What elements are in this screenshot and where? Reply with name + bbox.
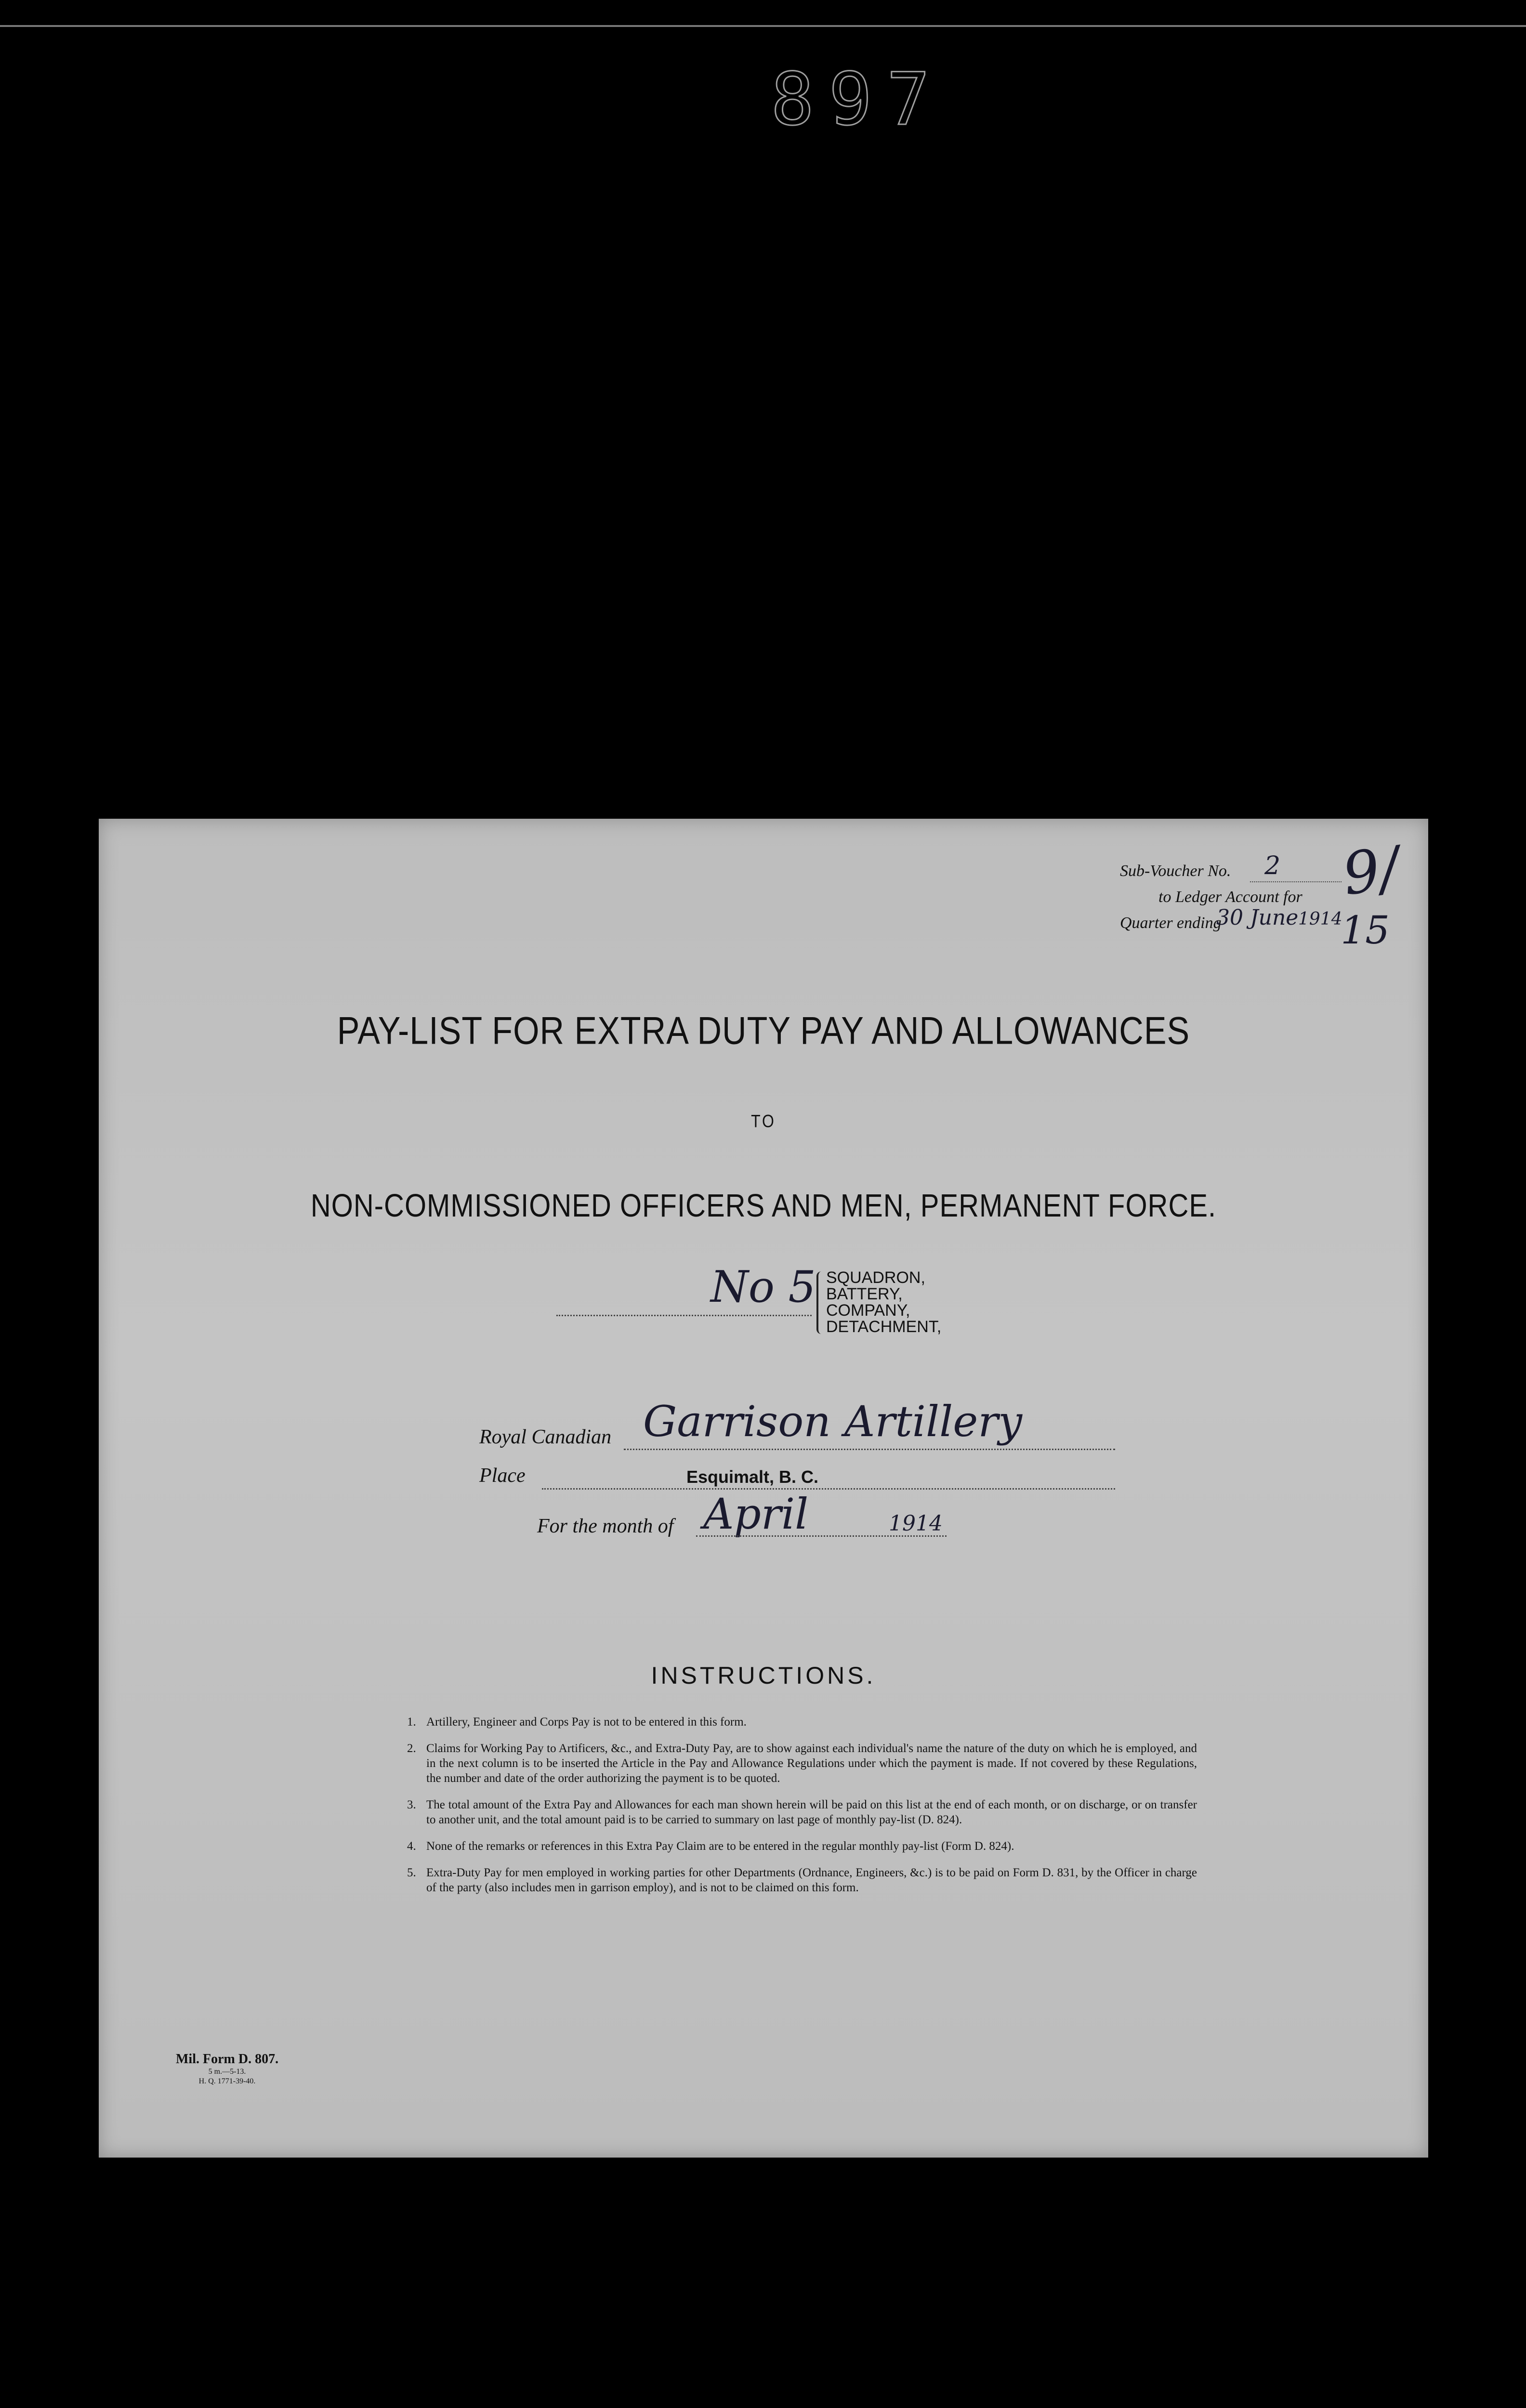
pay-list-form	[99, 819, 1428, 2158]
instructions-list	[407, 1714, 1197, 1907]
unit-field	[556, 1262, 990, 1344]
subtitle: NON-COMMISSIONED OFFICERS AND MEN, PERMANENT FORCE.	[310, 1188, 1217, 1224]
mil-form-reference	[176, 2052, 278, 2086]
voucher-block	[1120, 851, 1342, 940]
place-label: Place	[479, 1465, 526, 1487]
instructions-title: INSTRUCTIONS.	[651, 1662, 876, 1689]
ledger-label: to Ledger Account for	[1158, 888, 1302, 906]
month-year: 1914	[889, 1511, 943, 1536]
frame-number: 897	[771, 58, 945, 142]
mil-form-number: Mil. Form D. 807.	[176, 2052, 279, 2067]
unit-options	[826, 1269, 941, 1335]
instruction-item: 2. Claims for Working Pay to Artificers, &c., and Extra-Duty Pay, are to show against each individual's name the nature of the duty on which he is employed, and in the next column is to be inserted the Article in the Pay and Allowance Regulations under which the payment is made. If not covered by these Regulations, the number and date of the order authorizing the payment is to be quoted.	[407, 1742, 1197, 1785]
quarter-value: 30 June	[1216, 905, 1299, 930]
instruction-item: 4. None of the remarks or references in this Extra Pay Claim are to be entered in the regular monthly pay-list (Form D. 824).	[407, 1840, 1014, 1853]
month-field	[537, 1489, 1091, 1556]
sub-voucher-value: 2	[1264, 851, 1281, 880]
unit-brace	[816, 1271, 825, 1334]
quarter-label: Quarter ending	[1120, 914, 1222, 932]
unit-handwritten: No 5	[710, 1262, 816, 1312]
sub-voucher-label: Sub-Voucher No.	[1120, 862, 1231, 880]
instruction-item: 5. Extra-Duty Pay for men employed in working parties for other Departments (Ordnance, Engineers, &c.) is to be paid on Form D. 831, by the Officer in charge of the party (also includes men in garrison employ), and is not to be claimed on this form.	[407, 1866, 1197, 1894]
month-label: For the month of	[537, 1515, 674, 1537]
month-line	[696, 1535, 947, 1537]
mil-form-print-run: 5 m.—5-13.	[208, 2068, 246, 2076]
unit-option: SQUADRON,	[826, 1269, 925, 1287]
place-value: Esquimalt, B. C.	[686, 1467, 819, 1487]
quarter-year: 1914	[1298, 909, 1342, 929]
instruction-item: 1. Artillery, Engineer and Corps Pay is not to be entered in this form.	[407, 1715, 747, 1728]
title-to: TO	[751, 1111, 776, 1131]
royal-canadian-value: Garrison Artillery	[643, 1397, 1023, 1446]
royal-canadian-line	[624, 1449, 1115, 1450]
instruction-item: 3. The total amount of the Extra Pay and Allowances for each man shown herein will be paid on this list at the end of each month, or on discharge, or on transfer to another unit, and the total amount paid is to be carried to summary on last page of monthly pay-list (D. 824).	[407, 1798, 1197, 1826]
royal-canadian-field	[479, 1397, 1130, 1459]
corner-handwritten-mark: 9/	[1339, 834, 1404, 909]
unit-option: BATTERY,	[826, 1285, 903, 1303]
place-line	[542, 1488, 1115, 1490]
unit-option: DETACHMENT,	[826, 1318, 942, 1336]
corner-handwritten-number: 15	[1341, 908, 1390, 953]
top-rule	[0, 25, 1526, 27]
royal-canadian-label: Royal Canadian	[479, 1426, 612, 1448]
place-field	[479, 1454, 1130, 1493]
mil-form-hq: H. Q. 1771-39-40.	[198, 2077, 256, 2085]
unit-dotted-line	[556, 1315, 812, 1316]
sub-voucher-line	[1250, 881, 1342, 882]
unit-option: COMPANY,	[826, 1301, 910, 1320]
main-title: PAY-LIST FOR EXTRA DUTY PAY AND ALLOWANCES	[337, 1009, 1190, 1052]
month-value: April	[703, 1489, 809, 1539]
